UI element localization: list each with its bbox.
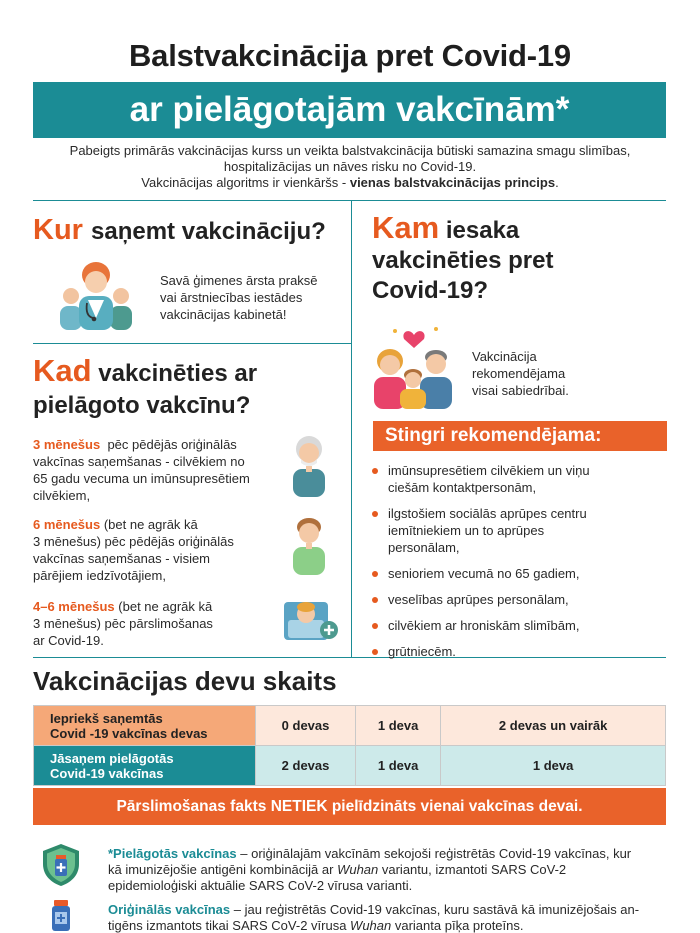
intro-line: Vakcinācijas algoritms ir vienkāršs - vienas balstvakcinācijas princips.	[141, 175, 559, 190]
kad-item-2: 6 mēnešus (bet ne agrāk kā 3 mēnešus) pēc pēdējās oriģinālās vakcīnas saņemšanas - visiem pārējiem iedzīvotājiem,	[33, 517, 234, 583]
doses-table	[33, 705, 666, 786]
list-item: veselības aprūpes personālam,	[372, 591, 672, 608]
kur-text: Savā ģimenes ārsta praksē vai ārstniecības iestādes vakcinācijas kabinetā!	[160, 273, 318, 322]
table-cell: 0 devas	[256, 706, 356, 746]
kad-item-3: 4–6 mēnešus (bet ne agrāk kā 3 mēnešus) pēc pārslimošanas ar Covid-19.	[33, 599, 213, 648]
row-label: Iepriekš saņemtās Covid -19 vakcīnas devas	[34, 706, 256, 746]
shield-vaccine-icon	[40, 842, 82, 888]
list-item: grūtniecēm.	[372, 643, 672, 660]
page-title: Balstvakcinācija pret Covid-19	[129, 38, 571, 73]
recommended-list	[372, 462, 672, 660]
divider	[33, 343, 351, 344]
doses-heading: Vakcinācijas devu skaits	[33, 666, 337, 696]
vaccine-vial-icon	[50, 900, 72, 932]
table-row	[34, 706, 666, 746]
list-item: ilgstošiem sociālās aprūpes centru iemītniekiem un to aprūpes personālam,	[372, 505, 672, 556]
table-cell: 2 devas un vairāk	[441, 706, 666, 746]
reinfection-note: Pārslimošanas fakts NETIEK pielīdzināts vienai vakcīnas devai.	[33, 788, 666, 825]
kam-heading: Kam iesaka vakcinēties pret Covid-19?	[372, 210, 554, 304]
footnote-original: Oriģinālās vakcīnas – jau reģistrētās Covid-19 vakcīnas, kuru sastāvā kā imunizējošais an- tigēns izmantots tikai SARS CoV-2 vīrusa Wuhan varianta pīķa proteīns.	[108, 902, 640, 933]
row-label: Jāsaņem pielāgotās Covid-19 vakcīnas	[34, 746, 256, 786]
list-item: senioriem vecumā no 65 gadiem,	[372, 565, 672, 582]
title-banner: ar pielāgotajām vakcīnām*	[33, 82, 666, 138]
divider	[351, 200, 352, 657]
sick-person-icon	[280, 592, 340, 644]
kur-heading: Kur saņemt vakcināciju?	[33, 214, 326, 246]
table-cell: 1 deva	[441, 746, 666, 786]
footnote-adapted: *Pielāgotās vakcīnas – oriģinālajām vakcīnām sekojoši reģistrētās Covid-19 vakcīnas, kur kā imunizējošie antigēni kombinācijā ar Wuhan variantu, izmantoti SARS CoV-2 epidemioloģiski aktuālie SARS CoV-2 vīrusa varianti.	[108, 846, 632, 893]
kam-text: Vakcinācija rekomendējama visai sabiedrībai.	[472, 349, 569, 398]
strongly-recommended-banner: Stingri rekomendējama:	[373, 421, 667, 451]
divider	[33, 200, 666, 201]
list-item: imūnsupresētiem cilvēkiem un viņu ciešām kontaktpersonām,	[372, 462, 672, 496]
table-cell: 2 devas	[256, 746, 356, 786]
senior-icon	[286, 433, 332, 499]
intro-line: Pabeigts primārās vakcinācijas kurss un veikta balstvakcinācija būtiski samazina smagu slimības,	[69, 143, 631, 158]
doctor-icon	[57, 258, 135, 332]
person-icon	[288, 515, 330, 577]
family-icon	[368, 323, 460, 409]
kad-item-1: 3 mēnešus pēc pēdējās oriģinālās vakcīnas saņemšanas - cilvēkiem no 65 gadu vecuma un imūnsupresētiem cilvēkiem,	[33, 437, 250, 503]
intro-line: hospitalizācijas un nāves risku no Covid-19.	[223, 159, 477, 174]
intro-text	[40, 143, 660, 191]
list-item: cilvēkiem ar hroniskām slimībām,	[372, 617, 672, 634]
kad-heading: Kad vakcinēties ar pielāgoto vakcīnu?	[33, 353, 258, 419]
table-cell: 1 deva	[356, 706, 441, 746]
table-cell: 1 deva	[356, 746, 441, 786]
table-row	[34, 746, 666, 786]
